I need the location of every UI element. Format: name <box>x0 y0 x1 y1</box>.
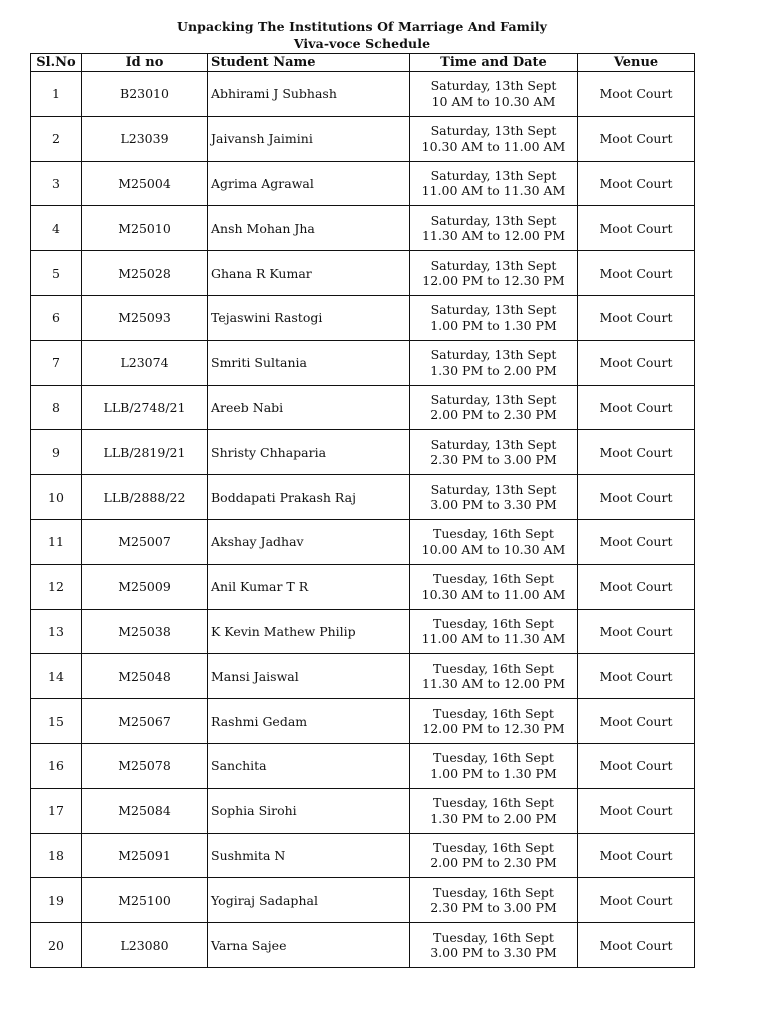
cell-venue: Moot Court <box>578 475 695 520</box>
cell-time-line: 11.00 AM to 11.30 AM <box>421 631 566 647</box>
cell-time-and-date <box>410 878 578 923</box>
cell-id-no: M25028 <box>82 251 208 296</box>
cell-time-and-date <box>410 295 578 340</box>
cell-student-name: Agrima Agrawal <box>208 161 410 206</box>
cell-venue: Moot Court <box>578 72 695 117</box>
cell-student-name: Sushmita N <box>208 833 410 878</box>
cell-date-line: Tuesday, 16th Sept <box>433 526 554 542</box>
cell-date-line: Saturday, 13th Sept <box>430 78 557 94</box>
cell-sl-no: 17 <box>31 788 82 833</box>
cell-id-no: LLB/2888/22 <box>82 475 208 520</box>
cell-time-and-date <box>410 340 578 385</box>
cell-student-name: Shristy Chhaparia <box>208 430 410 475</box>
cell-time-and-date <box>410 251 578 296</box>
table-body <box>31 72 695 968</box>
cell-student-name: Sanchita <box>208 743 410 788</box>
table-row <box>31 340 695 385</box>
cell-date-line: Saturday, 13th Sept <box>430 481 557 497</box>
cell-student-name: Areeb Nabi <box>208 385 410 430</box>
cell-date-line: Saturday, 13th Sept <box>430 302 557 318</box>
table-row <box>31 251 695 296</box>
cell-student-name: Yogiraj Sadaphal <box>208 878 410 923</box>
cell-time-line: 2.30 PM to 3.00 PM <box>430 900 557 916</box>
cell-venue: Moot Court <box>578 833 695 878</box>
cell-date-line: Saturday, 13th Sept <box>430 212 557 228</box>
table-row <box>31 564 695 609</box>
cell-date-line: Tuesday, 16th Sept <box>433 571 554 587</box>
cell-sl-no: 6 <box>31 295 82 340</box>
table-row <box>31 519 695 564</box>
cell-id-no: L23039 <box>82 116 208 161</box>
table-row <box>31 654 695 699</box>
table-header <box>31 54 695 72</box>
cell-time-and-date <box>410 654 578 699</box>
cell-time-and-date <box>410 385 578 430</box>
cell-time-line: 12.00 PM to 12.30 PM <box>422 273 565 289</box>
cell-id-no: M25004 <box>82 161 208 206</box>
cell-date-line: Saturday, 13th Sept <box>430 123 557 139</box>
cell-id-no: M25007 <box>82 519 208 564</box>
cell-student-name: Tejaswini Rastogi <box>208 295 410 340</box>
cell-venue: Moot Court <box>578 699 695 744</box>
cell-date-line: Saturday, 13th Sept <box>430 347 557 363</box>
cell-id-no: M25010 <box>82 206 208 251</box>
cell-id-no: M25091 <box>82 833 208 878</box>
cell-sl-no: 19 <box>31 878 82 923</box>
cell-student-name: Boddapati Prakash Raj <box>208 475 410 520</box>
cell-venue: Moot Court <box>578 609 695 654</box>
cell-date-line: Tuesday, 16th Sept <box>433 615 554 631</box>
cell-venue: Moot Court <box>578 878 695 923</box>
cell-date-line: Tuesday, 16th Sept <box>433 660 554 676</box>
cell-date-line: Tuesday, 16th Sept <box>433 839 554 855</box>
cell-venue: Moot Court <box>578 564 695 609</box>
header-venue: Venue <box>578 54 695 72</box>
cell-time-and-date <box>410 519 578 564</box>
cell-sl-no: 9 <box>31 430 82 475</box>
cell-time-and-date <box>410 609 578 654</box>
cell-venue: Moot Court <box>578 161 695 206</box>
cell-time-and-date <box>410 475 578 520</box>
cell-id-no: L23080 <box>82 923 208 968</box>
table-row <box>31 385 695 430</box>
cell-time-line: 1.30 PM to 2.00 PM <box>430 362 557 378</box>
table-row <box>31 116 695 161</box>
cell-time-line: 1.00 PM to 1.30 PM <box>430 317 557 333</box>
table-row <box>31 161 695 206</box>
header-row <box>31 54 695 72</box>
header-id-no: Id no <box>82 54 208 72</box>
table-row <box>31 72 695 117</box>
cell-time-line: 1.30 PM to 2.00 PM <box>430 810 557 826</box>
cell-sl-no: 10 <box>31 475 82 520</box>
cell-id-no: M25009 <box>82 564 208 609</box>
cell-sl-no: 1 <box>31 72 82 117</box>
cell-time-line: 2.30 PM to 3.00 PM <box>430 452 557 468</box>
cell-time-and-date <box>410 923 578 968</box>
cell-venue: Moot Court <box>578 654 695 699</box>
cell-student-name: K Kevin Mathew Philip <box>208 609 410 654</box>
cell-sl-no: 5 <box>31 251 82 296</box>
cell-time-and-date <box>410 564 578 609</box>
cell-venue: Moot Court <box>578 116 695 161</box>
cell-sl-no: 2 <box>31 116 82 161</box>
cell-venue: Moot Court <box>578 251 695 296</box>
cell-date-line: Saturday, 13th Sept <box>430 257 557 273</box>
cell-venue: Moot Court <box>578 385 695 430</box>
cell-time-line: 10.30 AM to 11.00 AM <box>421 138 566 154</box>
table-row <box>31 923 695 968</box>
table-row <box>31 743 695 788</box>
cell-student-name: Jaivansh Jaimini <box>208 116 410 161</box>
table-row <box>31 699 695 744</box>
cell-time-line: 3.00 PM to 3.30 PM <box>430 945 557 961</box>
cell-time-line: 11.30 AM to 12.00 PM <box>421 676 566 692</box>
cell-date-line: Tuesday, 16th Sept <box>433 750 554 766</box>
table-row <box>31 295 695 340</box>
cell-id-no: L23074 <box>82 340 208 385</box>
cell-sl-no: 7 <box>31 340 82 385</box>
cell-date-line: Saturday, 13th Sept <box>430 167 557 183</box>
cell-time-line: 12.00 PM to 12.30 PM <box>422 721 565 737</box>
cell-venue: Moot Court <box>578 519 695 564</box>
cell-sl-no: 8 <box>31 385 82 430</box>
document-title: Unpacking The Institutions Of Marriage And Family <box>176 19 548 34</box>
table-row <box>31 430 695 475</box>
cell-date-line: Tuesday, 16th Sept <box>433 705 554 721</box>
cell-sl-no: 16 <box>31 743 82 788</box>
cell-time-line: 11.00 AM to 11.30 AM <box>421 183 566 199</box>
document-subtitle: Viva-voce Schedule <box>293 36 431 51</box>
cell-student-name: Akshay Jadhav <box>208 519 410 564</box>
cell-time-line: 11.30 AM to 12.00 PM <box>421 228 566 244</box>
cell-student-name: Mansi Jaiswal <box>208 654 410 699</box>
cell-time-line: 10 AM to 10.30 AM <box>431 93 556 109</box>
cell-venue: Moot Court <box>578 295 695 340</box>
cell-date-line: Tuesday, 16th Sept <box>433 929 554 945</box>
cell-sl-no: 11 <box>31 519 82 564</box>
cell-student-name: Abhirami J Subhash <box>208 72 410 117</box>
cell-time-and-date <box>410 72 578 117</box>
cell-id-no: M25093 <box>82 295 208 340</box>
cell-id-no: M25100 <box>82 878 208 923</box>
cell-time-line: 3.00 PM to 3.30 PM <box>430 497 557 513</box>
cell-sl-no: 20 <box>31 923 82 968</box>
cell-date-line: Saturday, 13th Sept <box>430 436 557 452</box>
cell-student-name: Varna Sajee <box>208 923 410 968</box>
cell-sl-no: 3 <box>31 161 82 206</box>
cell-venue: Moot Court <box>578 923 695 968</box>
cell-time-and-date <box>410 699 578 744</box>
cell-id-no: M25078 <box>82 743 208 788</box>
cell-student-name: Rashmi Gedam <box>208 699 410 744</box>
cell-time-line: 2.00 PM to 2.30 PM <box>430 407 557 423</box>
cell-student-name: Ansh Mohan Jha <box>208 206 410 251</box>
schedule-table <box>30 53 695 968</box>
cell-time-line: 10.00 AM to 10.30 AM <box>421 541 566 557</box>
cell-venue: Moot Court <box>578 206 695 251</box>
cell-time-and-date <box>410 833 578 878</box>
table-row <box>31 475 695 520</box>
cell-time-line: 2.00 PM to 2.30 PM <box>430 855 557 871</box>
cell-time-line: 10.30 AM to 11.00 AM <box>421 586 566 602</box>
cell-id-no: M25038 <box>82 609 208 654</box>
cell-id-no: LLB/2819/21 <box>82 430 208 475</box>
cell-sl-no: 4 <box>31 206 82 251</box>
cell-venue: Moot Court <box>578 743 695 788</box>
cell-id-no: LLB/2748/21 <box>82 385 208 430</box>
cell-id-no: M25084 <box>82 788 208 833</box>
header-time-and-date: Time and Date <box>410 54 578 72</box>
cell-id-no: M25048 <box>82 654 208 699</box>
cell-time-line: 1.00 PM to 1.30 PM <box>430 765 557 781</box>
cell-student-name: Anil Kumar T R <box>208 564 410 609</box>
cell-sl-no: 15 <box>31 699 82 744</box>
cell-date-line: Saturday, 13th Sept <box>430 391 557 407</box>
cell-time-and-date <box>410 161 578 206</box>
table-row <box>31 833 695 878</box>
header-sl-no: Sl.No <box>31 54 82 72</box>
table-row <box>31 206 695 251</box>
cell-date-line: Tuesday, 16th Sept <box>433 884 554 900</box>
cell-date-line: Tuesday, 16th Sept <box>433 795 554 811</box>
cell-student-name: Smriti Sultania <box>208 340 410 385</box>
cell-sl-no: 12 <box>31 564 82 609</box>
cell-venue: Moot Court <box>578 340 695 385</box>
cell-student-name: Ghana R Kumar <box>208 251 410 296</box>
table-row <box>31 878 695 923</box>
cell-id-no: M25067 <box>82 699 208 744</box>
cell-venue: Moot Court <box>578 430 695 475</box>
cell-sl-no: 13 <box>31 609 82 654</box>
cell-student-name: Sophia Sirohi <box>208 788 410 833</box>
cell-venue: Moot Court <box>578 788 695 833</box>
cell-sl-no: 18 <box>31 833 82 878</box>
table-row <box>31 609 695 654</box>
table-row <box>31 788 695 833</box>
cell-time-and-date <box>410 788 578 833</box>
cell-id-no: B23010 <box>82 72 208 117</box>
cell-time-and-date <box>410 430 578 475</box>
cell-time-and-date <box>410 743 578 788</box>
cell-time-and-date <box>410 206 578 251</box>
cell-sl-no: 14 <box>31 654 82 699</box>
header-student-name: Student Name <box>208 54 410 72</box>
cell-time-and-date <box>410 116 578 161</box>
